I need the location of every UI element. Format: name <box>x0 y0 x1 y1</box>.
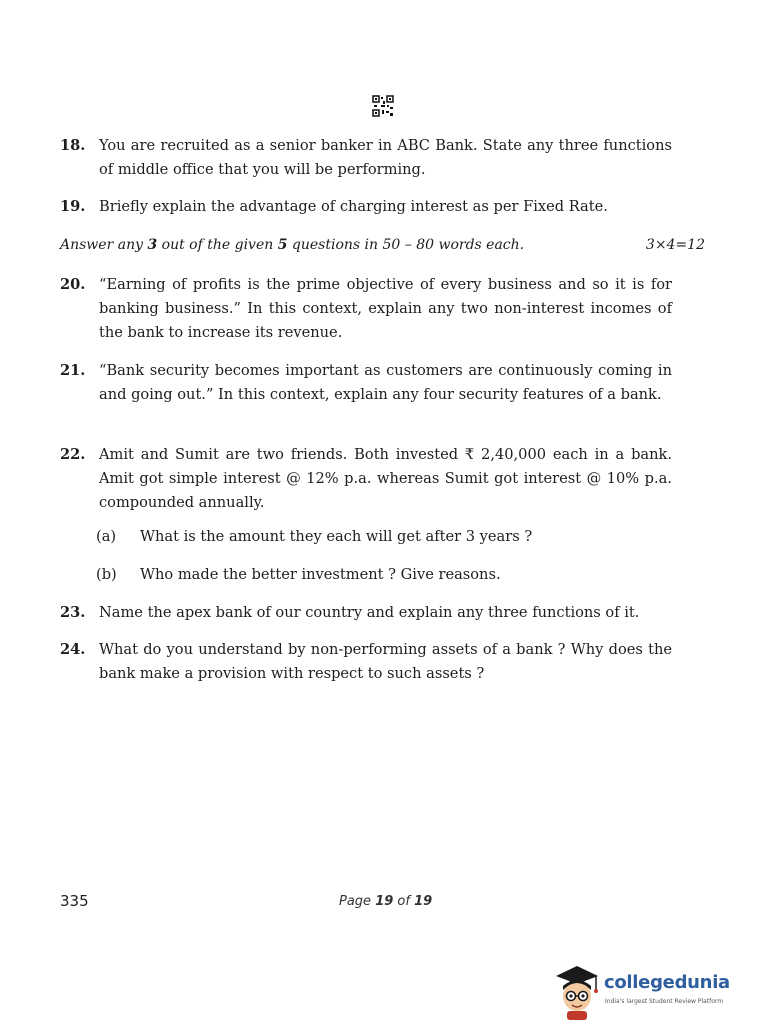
question-text: Name the apex bank of our country and explain any three functions of it. <box>99 604 640 621</box>
question-text: Amit and Sumit are two friends. Both invested ₹ 2,40,000 each in a bank. Amit got simple interest @ 12% p.a. whereas Sumit got interest @ 10% p.a. compounded annually. <box>99 446 672 511</box>
question-text: What do you understand by non-performing assets of a bank ? Why does the bank make a provision with respect to such assets ? <box>99 641 672 682</box>
question-22-part-b <box>96 563 501 587</box>
part-label: (b) <box>96 566 117 583</box>
section-instruction <box>60 234 705 256</box>
page-current: 19 <box>375 894 394 909</box>
page-total: 19 <box>414 894 433 909</box>
question-number: 23. <box>60 604 86 621</box>
page-of: of <box>393 894 415 909</box>
question-22 <box>60 443 672 515</box>
instruction-prefix: Answer any <box>60 237 148 253</box>
question-number: 22. <box>60 446 86 463</box>
mascot-icon <box>552 962 602 1020</box>
section-marks: 3×4=12 <box>645 237 705 253</box>
question-number: 24. <box>60 641 86 658</box>
question-22-part-a <box>96 525 532 549</box>
part-text: What is the amount they each will get after 3 years ? <box>140 528 533 545</box>
brand-tagline: India's largest Student Review Platform <box>605 998 724 1005</box>
paper-code: 335 <box>60 892 89 910</box>
brand-name: collegedunia <box>604 972 730 993</box>
question-text: “Earning of profits is the prime objective of every business and so it is for banking business.” In this context, explain any two non-interest incomes of the bank to increase its revenue. <box>99 276 672 341</box>
question-text: “Bank security becomes important as customers are continuously coming in and going out.” In this context, explain any four security features of a bank. <box>99 362 672 403</box>
instruction-suffix: questions in 50 – 80 words each. <box>287 237 525 253</box>
part-text: Who made the better investment ? Give reasons. <box>140 566 501 583</box>
instruction-count: 3 <box>147 237 158 253</box>
question-text: You are recruited as a senior banker in ABC Bank. State any three functions of middle office that you will be performing. <box>99 137 672 178</box>
question-21 <box>60 359 672 407</box>
instruction-middle: out of the given <box>157 237 278 253</box>
question-number: 19. <box>60 198 86 215</box>
question-number: 20. <box>60 276 86 293</box>
question-number: 21. <box>60 362 86 379</box>
question-text: Briefly explain the advantage of charging interest as per Fixed Rate. <box>99 198 608 215</box>
part-label: (a) <box>96 528 117 545</box>
collegedunia-logo <box>552 962 730 1020</box>
question-24 <box>60 638 672 686</box>
question-number: 18. <box>60 137 86 154</box>
question-23 <box>60 601 672 625</box>
page-prefix: Page <box>339 894 376 909</box>
page-indicator <box>339 894 432 909</box>
question-18 <box>60 134 672 182</box>
instruction-total: 5 <box>277 237 288 253</box>
qr-code-icon <box>372 95 394 117</box>
question-19 <box>60 195 672 219</box>
question-20 <box>60 273 672 345</box>
